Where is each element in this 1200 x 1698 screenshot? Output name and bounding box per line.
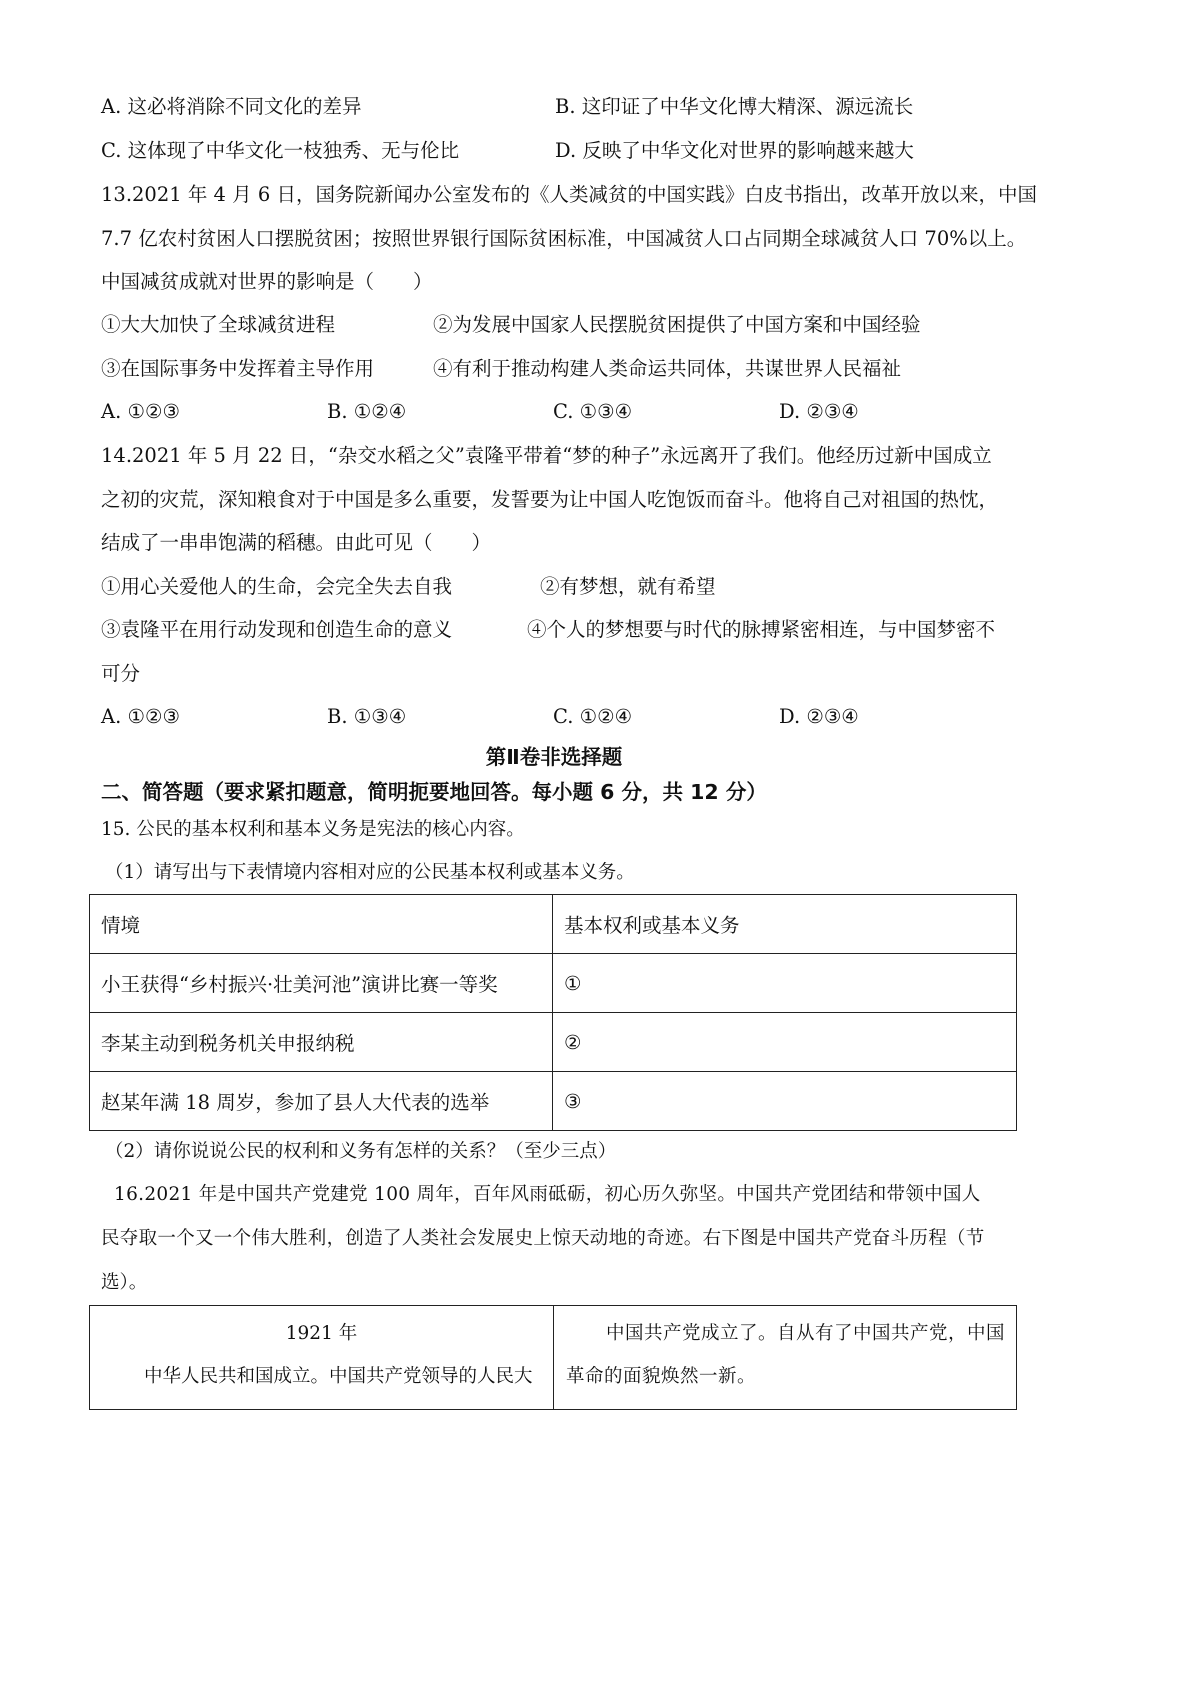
table-row	[90, 954, 1017, 1013]
timeline-description-line1: 中国共产党成立了。自从有了中国共产党，中国	[606, 1323, 1006, 1344]
table-header-cell: 情境	[90, 895, 553, 954]
q15-stem: 15. 公民的基本权利和基本义务是宪法的核心内容。	[101, 819, 525, 840]
table-cell: 小王获得“乡村振兴·壮美河池”演讲比赛一等奖	[90, 954, 553, 1013]
q15-table	[89, 894, 1017, 1131]
q16-stem-line1: 16.2021 年是中国共产党建党 100 周年，百年风雨砥砺，初心历久弥坚。中国共产党团结和带领中国人	[114, 1184, 981, 1205]
q12-option-a: A. 这必将消除不同文化的差异	[101, 95, 362, 118]
q14-statement-3: ③袁隆平在用行动发现和创造生命的意义	[101, 618, 453, 641]
q14-statement-4: ④个人的梦想要与时代的脉搏紧密相连，与中国梦密不	[527, 618, 996, 641]
section-heading: 二、简答题（要求紧扣题意，简明扼要地回答。每小题 6 分，共 12 分）	[101, 780, 767, 804]
q16-stem-line2: 民夺取一个又一个伟大胜利，创造了人类社会发展史上惊天动地的奇迹。右下图是中国共产党奋斗历程（节	[101, 1228, 985, 1249]
q13-option-c: C. ①③④	[553, 400, 633, 423]
table-cell: ①	[553, 954, 1017, 1013]
q14-option-a: A. ①②③	[101, 705, 180, 728]
q14-option-d: D. ②③④	[779, 705, 859, 728]
q14-statement-1: ①用心关爱他人的生命，会完全失去自我	[101, 575, 453, 598]
table-cell: 赵某年满 18 周岁，参加了县人大代表的选举	[90, 1072, 553, 1131]
q14-statement-4-continued: 可分	[101, 662, 141, 685]
q14-stem-line3: 结成了一串串饱满的稻穗。由此可见（ ）	[101, 531, 492, 554]
q13-statement-2: ②为发展中国家人民摆脱贫困提供了中国方案和中国经验	[433, 313, 921, 336]
table-cell: ③	[553, 1072, 1017, 1131]
q15-subquestion-2: （2）请你说说公民的权利和义务有怎样的关系？（至少三点）	[105, 1141, 617, 1162]
table-row	[90, 1306, 1017, 1410]
q12-option-c: C. 这体现了中华文化一枝独秀、无与伦比	[101, 139, 460, 162]
q16-stem-line3: 选）。	[101, 1272, 148, 1293]
q13-option-a: A. ①②③	[101, 400, 180, 423]
timeline-year: 1921 年	[285, 1323, 358, 1344]
table-row	[90, 1072, 1017, 1131]
timeline-right-cell	[554, 1306, 1017, 1410]
q13-stem-line3: 中国减贫成就对世界的影响是（ ）	[101, 270, 433, 293]
q13-statement-4: ④有利于推动构建人类命运共同体，共谋世界人民福祉	[433, 357, 902, 380]
q16-timeline-table	[89, 1305, 1017, 1410]
q14-option-b: B. ①③④	[327, 705, 407, 728]
table-header-cell: 基本权利或基本义务	[553, 895, 1017, 954]
q15-subquestion-1: （1）请写出与下表情境内容相对应的公民基本权利或基本义务。	[105, 862, 635, 883]
table-cell: ②	[553, 1013, 1017, 1072]
q13-statement-3: ③在国际事务中发挥着主导作用	[101, 357, 375, 380]
q13-stem-line2: 7.7 亿农村贫困人口摆脱贫困；按照世界银行国际贫困标准，中国减贫人口占同期全球减贫人口 70%以上。	[101, 227, 1027, 250]
timeline-description-line2: 革命的面貌焕然一新。	[566, 1366, 757, 1387]
q14-statement-2: ②有梦想，就有希望	[540, 575, 716, 598]
q12-option-b: B. 这印证了中华文化博大精深、源远流长	[555, 95, 914, 118]
q13-option-b: B. ①②④	[327, 400, 407, 423]
q12-option-d: D. 反映了中华文化对世界的影响越来越大	[555, 139, 914, 162]
q14-stem-line2: 之初的灾荒，深知粮食对于中国是多么重要，发誓要为让中国人吃饱饭而奋斗。他将自己对祖国的热忱，	[101, 488, 999, 511]
q14-option-c: C. ①②④	[553, 705, 633, 728]
q13-statement-1: ①大大加快了全球减贫进程	[101, 313, 336, 336]
timeline-left-cell	[90, 1306, 554, 1410]
q14-stem-line1: 14.2021 年 5 月 22 日，“杂交水稻之父”袁隆平带着“梦的种子”永远离开了我们。他经历过新中国成立	[101, 444, 992, 467]
q13-option-d: D. ②③④	[779, 400, 859, 423]
table-row	[90, 1013, 1017, 1072]
section-title: 第Ⅱ卷非选择题	[485, 745, 623, 769]
table-cell: 李某主动到税务机关申报纳税	[90, 1013, 553, 1072]
q13-stem-line1: 13.2021 年 4 月 6 日，国务院新闻办公室发布的《人类减贫的中国实践》白皮书指出，改革开放以来，中国	[101, 183, 1037, 206]
table-header-row	[90, 895, 1017, 954]
timeline-event-text: 中华人民共和国成立。中国共产党领导的人民大	[144, 1366, 533, 1387]
